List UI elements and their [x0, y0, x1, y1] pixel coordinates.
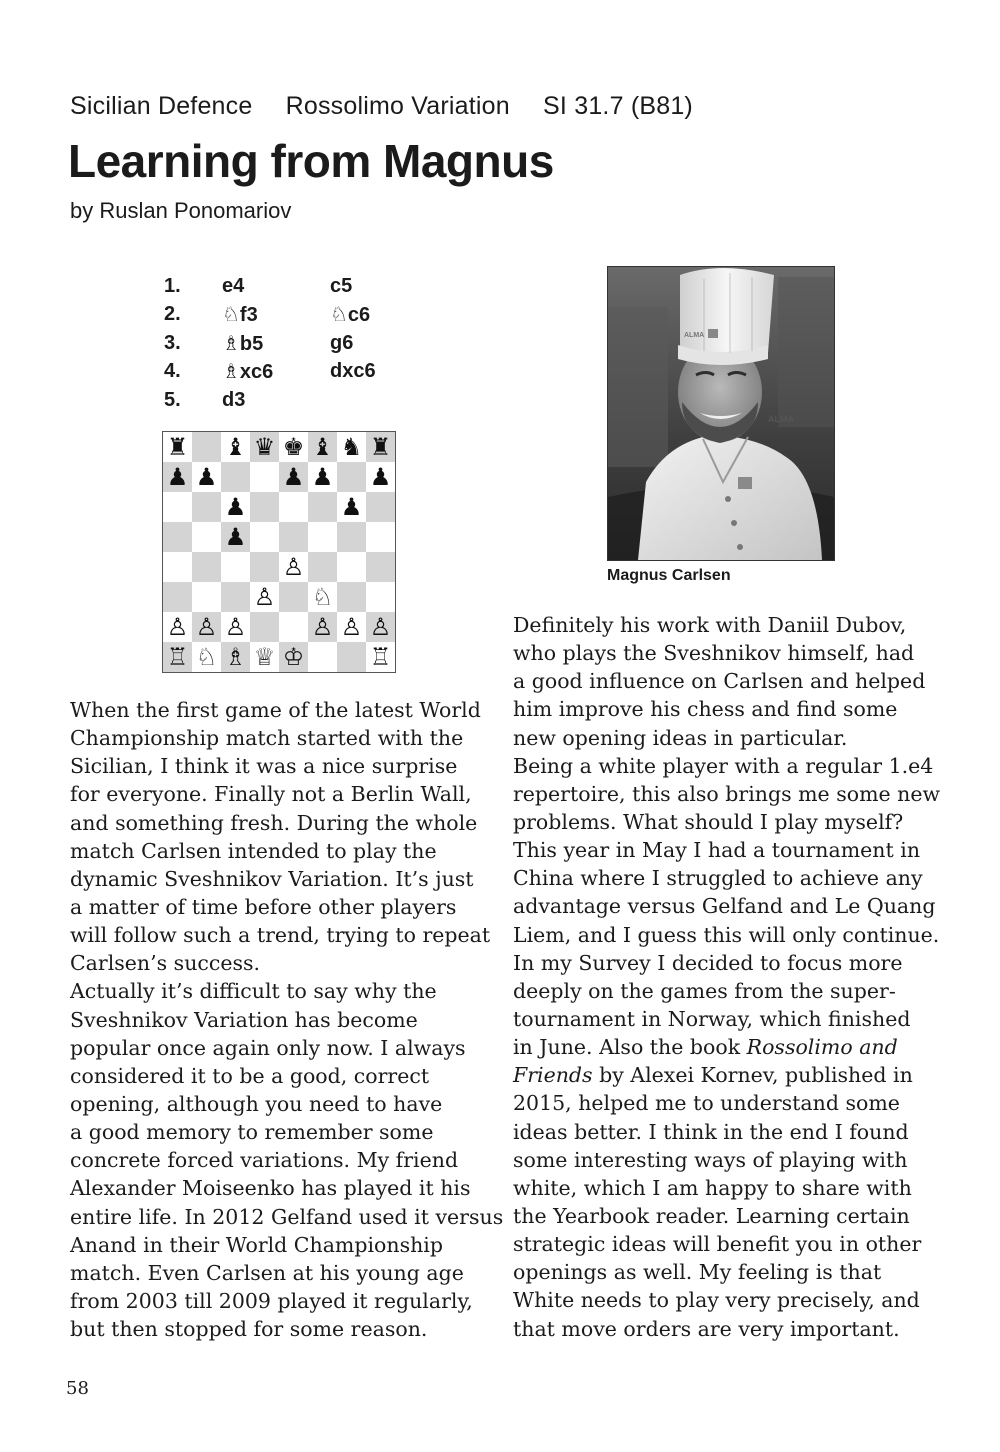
board-square: ♖: [366, 642, 395, 672]
text-line: who plays the Sveshnikov himself, had: [513, 641, 915, 666]
board-square: ♜: [366, 432, 395, 462]
text-line: This year in May I had a tournament in: [513, 838, 921, 863]
move-number: 3.: [164, 331, 181, 354]
board-square: [279, 522, 308, 552]
text-line: popular once again only now. I always: [70, 1035, 466, 1060]
board-square: [163, 582, 192, 612]
board-square: ♜: [163, 432, 192, 462]
board-square: [250, 552, 279, 582]
white-move: e4: [222, 274, 245, 297]
text-line: deeply on the games from the super-: [513, 978, 896, 1003]
text-line: entire life. In 2012 Gelfand used it versus: [70, 1204, 504, 1229]
board-square: ♟: [192, 462, 221, 492]
right-column-part-2: [513, 1089, 938, 1342]
board-square: [366, 492, 395, 522]
white-move: ♘f3: [222, 304, 258, 327]
board-square: ♝: [308, 432, 337, 462]
board-square: ♙: [308, 612, 337, 642]
text-line: repertoire, this also brings me some new: [513, 781, 941, 806]
black-move: g6: [330, 331, 354, 354]
board-square: ♝: [221, 432, 250, 462]
text-line: ideas better. I think in the end I found: [513, 1119, 909, 1144]
text-line: strategic ideas will benefit you in other: [513, 1232, 922, 1257]
chess-board-diagram: [162, 431, 396, 673]
text-line: When the first game of the latest World: [70, 698, 481, 722]
board-square: [337, 552, 366, 582]
move-row: [164, 301, 420, 330]
board-square: [279, 582, 308, 612]
move-row: [164, 358, 420, 387]
board-square: [221, 462, 250, 492]
text-line: Definitely his work with Daniil Dubov,: [513, 613, 907, 637]
text-line: a matter of time before other players: [70, 894, 457, 919]
header-line: [70, 92, 719, 121]
text-line: Liem, and I guess this will only continue.: [513, 922, 940, 947]
board-square: [192, 522, 221, 552]
text-line-book-title-continued: [513, 1061, 938, 1089]
board-square: [337, 522, 366, 552]
text-line: will follow such a trend, trying to repeat: [70, 923, 491, 948]
board-square: [250, 462, 279, 492]
board-square: ♟: [366, 462, 395, 492]
text-line: Championship match started with the: [70, 726, 464, 751]
black-move: c5: [330, 274, 353, 297]
board-square: [366, 522, 395, 552]
variation-name: Rossolimo Variation: [285, 92, 510, 120]
board-square: [192, 492, 221, 522]
text-line: White needs to play very precisely, and: [513, 1288, 920, 1313]
board-square: ♔: [279, 642, 308, 672]
opening-name: Sicilian Defence: [70, 92, 253, 120]
board-square: [308, 492, 337, 522]
article-title: Learning from Magnus: [68, 135, 554, 187]
text-line: a good influence on Carlsen and helped: [513, 669, 926, 694]
text-line: for everyone. Finally not a Berlin Wall,: [70, 782, 472, 807]
board-square: [308, 552, 337, 582]
board-square: [221, 582, 250, 612]
text-line: openings as well. My feeling is that: [513, 1260, 882, 1285]
text-line: Carlsen’s success.: [70, 951, 261, 976]
board-square: [163, 522, 192, 552]
board-square: ♟: [308, 462, 337, 492]
text-line: some interesting ways of playing with: [513, 1147, 908, 1172]
portrait-illustration: [608, 267, 834, 560]
text-line: 2015, helped me to understand some: [513, 1091, 900, 1116]
board-square: [250, 492, 279, 522]
text-line: considered it to be a good, correct: [70, 1063, 430, 1088]
move-number: 5.: [164, 388, 181, 411]
board-square: ♖: [163, 642, 192, 672]
right-column-text: [513, 611, 941, 1343]
board-square: [337, 582, 366, 612]
board-square: [250, 612, 279, 642]
text-line: white, which I am happy to share with: [513, 1175, 912, 1200]
photo-magnus-carlsen: [607, 266, 835, 561]
move-row: [164, 329, 420, 358]
text-line: China where I struggled to achieve any: [513, 866, 923, 891]
book-title-part-1: Rossolimo and: [746, 1035, 898, 1060]
board-square: [192, 582, 221, 612]
text-fragment: in June. Also the book: [513, 1035, 747, 1060]
text-line: Alexander Moiseenko has played it his: [70, 1176, 471, 1201]
text-line: Being a white player with a regular 1.e4: [513, 753, 934, 778]
black-move: ♘c6: [330, 304, 371, 327]
white-move: ♗b5: [222, 332, 264, 355]
move-list: [164, 272, 420, 415]
text-line: opening, although you need to have: [70, 1091, 443, 1116]
text-line: him improve his chess and find some: [513, 697, 898, 722]
board-square: ♟: [163, 462, 192, 492]
board-square: ♘: [308, 582, 337, 612]
board-square: ♚: [279, 432, 308, 462]
move-row: [164, 272, 420, 301]
board-square: [279, 612, 308, 642]
text-line: advantage versus Gelfand and Le Quang: [513, 894, 936, 919]
text-line: match Carlsen intended to play the: [70, 838, 437, 863]
text-line: Anand in their World Championship: [70, 1232, 443, 1257]
text-line: Actually it’s difficult to say why the: [70, 979, 437, 1004]
board-square: ♛: [250, 432, 279, 462]
board-square: ♕: [250, 642, 279, 672]
move-number: 2.: [164, 303, 181, 326]
white-move: d3: [222, 388, 246, 411]
board-square: ♞: [337, 432, 366, 462]
text-line: tournament in Norway, which finished: [513, 1006, 911, 1031]
move-number: 1.: [164, 274, 181, 297]
text-line: and something fresh. During the whole: [70, 810, 478, 835]
board-square: ♟: [279, 462, 308, 492]
text-line: new opening ideas in particular.: [513, 725, 848, 750]
board-square: ♟: [221, 522, 250, 552]
page-number: 58: [66, 1378, 89, 1399]
board-square: [192, 432, 221, 462]
photo-caption: Magnus Carlsen: [607, 567, 731, 584]
board-square: ♙: [337, 612, 366, 642]
board-square: ♙: [366, 612, 395, 642]
board-square: [308, 642, 337, 672]
text-fragment: by Alexei Kornev, published in: [592, 1063, 913, 1088]
board-square: ♙: [221, 612, 250, 642]
board-square: [250, 522, 279, 552]
text-line: from 2003 till 2009 played it regularly,: [70, 1288, 473, 1313]
board-square: ♙: [192, 612, 221, 642]
board-square: [337, 462, 366, 492]
jacket-logo-text: ALMA: [768, 414, 794, 424]
text-line: but then stopped for some reason.: [70, 1317, 428, 1342]
text-line: In my Survey I decided to focus more: [513, 950, 903, 975]
board-square: ♗: [221, 642, 250, 672]
board-square: [279, 492, 308, 522]
board-square: [221, 552, 250, 582]
board-square: [366, 552, 395, 582]
text-line: match. Even Carlsen at his young age: [70, 1260, 464, 1285]
board-square: ♙: [279, 552, 308, 582]
board-square: [192, 552, 221, 582]
book-title-part-2: Friends: [513, 1063, 593, 1088]
board-square: ♘: [192, 642, 221, 672]
text-line: Sicilian, I think it was a nice surprise: [70, 754, 458, 779]
text-line-book-title: [513, 1033, 938, 1061]
hat-logo-text: ALMA: [684, 332, 705, 339]
board-square: [163, 492, 192, 522]
text-line: a good memory to remember some: [70, 1120, 434, 1145]
byline: by Ruslan Ponomariov: [70, 198, 292, 223]
board-square: [366, 582, 395, 612]
text-line: Sveshnikov Variation has become: [70, 1007, 418, 1032]
board-square: ♙: [250, 582, 279, 612]
text-line: that move orders are very important.: [513, 1316, 900, 1341]
board-square: ♟: [337, 492, 366, 522]
board-square: ♟: [221, 492, 250, 522]
text-line: concrete forced variations. My friend: [70, 1148, 459, 1173]
white-move: ♗xc6: [222, 361, 274, 384]
black-move: dxc6: [330, 360, 376, 383]
survey-code: SI 31.7 (B81): [543, 92, 693, 120]
text-line: dynamic Sveshnikov Variation. It’s just: [70, 866, 474, 891]
board-square: [308, 522, 337, 552]
text-line: problems. What should I play myself?: [513, 809, 904, 834]
right-column-part-1: [513, 611, 941, 1033]
left-column-text: [70, 696, 504, 1343]
board-square: [163, 552, 192, 582]
move-number: 4.: [164, 360, 181, 383]
board-square: [337, 642, 366, 672]
board-square: ♙: [163, 612, 192, 642]
text-line: the Yearbook reader. Learning certain: [513, 1203, 910, 1228]
move-row: [164, 386, 420, 415]
